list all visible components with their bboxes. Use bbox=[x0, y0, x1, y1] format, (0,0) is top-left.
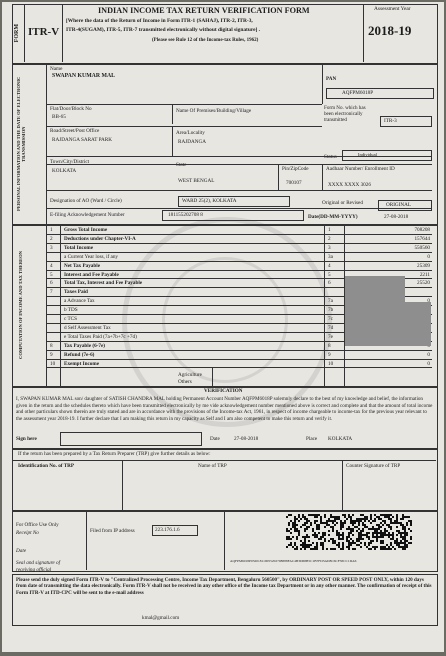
redacted-block-small bbox=[405, 302, 431, 346]
form-subtitle-3: (Please see Rule 12 of the Income-tax Rules, 1962) bbox=[152, 38, 259, 43]
row-label: Total Tax, Interest and Fee Payable bbox=[64, 280, 143, 287]
row-number: 3 bbox=[50, 244, 53, 251]
ack-value: 181155202708 8 bbox=[168, 212, 203, 218]
row-divider bbox=[46, 359, 432, 360]
status-value: Individual bbox=[358, 152, 377, 157]
verify-date-value: 27-08-2018 bbox=[234, 436, 259, 442]
sign-label: Sign here bbox=[16, 436, 37, 442]
row-divider bbox=[46, 234, 432, 235]
itr-v-form bbox=[2, 2, 444, 652]
trp-box bbox=[12, 448, 438, 512]
qr-barcode bbox=[286, 514, 412, 550]
ao-value: WARD 25(2), KOLKATA bbox=[182, 198, 237, 204]
ack-label: E-filing Acknowledgement Number bbox=[50, 212, 125, 218]
aadhaar-value: XXXX XXXX 3026 bbox=[328, 182, 371, 188]
footer-text: Please send the duly signed Form ITR-V to "Centralized Processing Centre, Income Tax Department, Bengaluru 560500", by ORDINARY POST OR SPEED POST ONLY, within 120 days from date of transmitting the data electronically. Form ITR-V shall not be received in any other office of the Income tax Department or in any other manner. The confirmation of receipt of this Form ITR-V at ITD-CPC will be sent to the e-mail address bbox=[16, 577, 432, 596]
row-code: 2 bbox=[328, 235, 331, 242]
ip-label: Filed from IP address bbox=[90, 528, 135, 534]
town-label: Town/City/District bbox=[50, 159, 90, 165]
signature-box[interactable] bbox=[60, 432, 202, 446]
town-value: KOLKATA bbox=[52, 168, 77, 174]
pan-value: AQFPM6018P bbox=[342, 90, 374, 96]
agriculture-label: Agriculture bbox=[178, 372, 202, 378]
row-label: Taxes Paid bbox=[64, 289, 88, 296]
row-value: 157644 bbox=[414, 235, 430, 242]
row-value: 0 bbox=[427, 253, 430, 260]
row-code: 6 bbox=[328, 280, 331, 287]
verification-text: I, SWAPAN KUMAR MAL son/ daughter of SATISH CHANDRA MAL holding Permanent Account Number AQFPM6018P solemnly declare to the best of my knowledge and belief, the information given in the return and the schedules thereto which have been transmitted electronically by me vide acknowledgement number mentioned above is correct and complete and that the amount of total income and other particulars shown therein are truly stated and are in accordance with the provisions of the Income-tax Act, 1961, in respect of income chargeable to income-tax for the previous year relevant to the assessment year 2018-19. I further declare that I am making this return in my capacity as Self and I am also competent to make this return and verify it. bbox=[16, 396, 433, 422]
row-divider bbox=[46, 350, 432, 351]
row-value: 0 bbox=[427, 351, 430, 358]
office-date-label: Date bbox=[16, 548, 27, 554]
personal-side-label: PERSONAL INFORMATION AND THE DATE OF ELECTRONIC TRANSMISSION bbox=[16, 76, 27, 212]
row-code: 9 bbox=[328, 351, 331, 358]
form-no-value: ITR-3 bbox=[384, 118, 397, 124]
verify-date-label: Date bbox=[210, 436, 220, 442]
row-divider bbox=[46, 261, 432, 262]
others-label: Others bbox=[178, 379, 192, 385]
seal-label-1: Seal and signature of bbox=[16, 560, 61, 566]
area-value: RAJDANGA bbox=[178, 139, 206, 145]
row-label: c TCS bbox=[64, 316, 78, 322]
row-label: Deductions under Chapter-VI-A bbox=[64, 235, 136, 242]
seal-label-2: receiving official bbox=[16, 567, 52, 573]
row-number: 8 bbox=[50, 342, 53, 349]
trp-sig-label: Counter Signature of TRP bbox=[346, 463, 401, 469]
verification-title: VERIFICATION bbox=[204, 388, 243, 394]
footer-email: kmal@gmail.com bbox=[142, 615, 180, 621]
row-code: 7c bbox=[328, 316, 333, 322]
row-label: Tax Payable (6-7e) bbox=[64, 342, 106, 349]
name-value: SWAPAN KUMAR MAL bbox=[52, 73, 116, 79]
row-number: 5 bbox=[50, 271, 53, 278]
row-code: 3a bbox=[328, 253, 333, 260]
form-side-label: FORM bbox=[14, 24, 20, 43]
row-number: 6 bbox=[50, 280, 53, 287]
premises-label: Name Of Premises/Building/Village bbox=[176, 108, 252, 114]
row-code: 7b bbox=[328, 307, 334, 314]
row-value: 2211 bbox=[419, 271, 430, 278]
receipt-label: Receipt No bbox=[16, 530, 39, 536]
ao-label: Designation of AO (Ward / Circle) bbox=[50, 198, 122, 204]
row-code: 7d bbox=[328, 324, 334, 331]
efile-date-label: Date(DD-MM-YYYY) bbox=[308, 214, 358, 220]
barcode-text: AQFPM6018P032018119055202708888FAC4B3D68B5C1B7FD3AD8C6CF58CC1DA6 bbox=[230, 559, 357, 563]
place-value: KOLKATA bbox=[328, 436, 353, 442]
row-label: Refund (7e-6) bbox=[64, 351, 95, 358]
row-label: Total Income bbox=[64, 244, 94, 251]
row-number: 1 bbox=[50, 227, 53, 233]
row-divider bbox=[46, 243, 432, 244]
row-code: 10 bbox=[328, 360, 334, 367]
trp-id-label: Identification No. of TRP bbox=[18, 463, 75, 469]
row-value: 25309 bbox=[417, 262, 430, 269]
row-code: 1 bbox=[328, 227, 331, 233]
row-label: d Self Assessment Tax bbox=[64, 324, 111, 331]
row-value: 0 bbox=[427, 360, 430, 367]
row-number: 7 bbox=[50, 289, 53, 296]
place-label: Place bbox=[306, 436, 318, 442]
row-label: Interest and Fee Payable bbox=[64, 271, 119, 278]
row-number: 2 bbox=[50, 235, 53, 242]
name-label: Name bbox=[50, 66, 63, 72]
pin-value: 700107 bbox=[286, 180, 302, 186]
orig-label: Original or Revised bbox=[322, 200, 363, 206]
row-code: 5 bbox=[328, 271, 331, 278]
form-subtitle-1: [Where the data of the Return of Income in Form ITR-1 (SAHAJ), ITR-2, ITR-3, bbox=[66, 18, 253, 24]
row-value: 550560 bbox=[414, 244, 430, 251]
row-label: Gross Total Income bbox=[64, 227, 108, 233]
flat-label: Flat/Door/Block No bbox=[50, 106, 92, 112]
form-subtitle-2: ITR-4(SUGAM), ITR-5, ITR-7 transmitted electronically without digital signature] . bbox=[66, 27, 261, 33]
row-code: 7a bbox=[328, 298, 333, 305]
pan-label: PAN bbox=[326, 76, 337, 82]
trp-name-label: Name of TRP bbox=[198, 463, 227, 469]
row-code: 3 bbox=[328, 244, 331, 251]
aadhaar-label: Aadhaar Number/ Enrollment ID bbox=[326, 166, 395, 172]
status-label: Status bbox=[324, 154, 337, 160]
form-no-label: Form No. which has been electronically transmitted bbox=[324, 105, 366, 123]
road-label: Road/Street/Post Office bbox=[50, 128, 100, 134]
row-label: a Advance Tax bbox=[64, 298, 95, 305]
row-label: Net Tax Payable bbox=[64, 262, 101, 269]
state-label: State bbox=[176, 162, 187, 168]
road-value: RAJDANGA SARAT PARK bbox=[52, 137, 112, 143]
redacted-block bbox=[345, 276, 405, 346]
assessment-year-label: Assessment Year bbox=[374, 6, 411, 12]
row-divider bbox=[46, 367, 432, 368]
row-number: 9 bbox=[50, 351, 53, 358]
ip-value: 223.176.1.6 bbox=[155, 527, 180, 533]
row-value: 25520 bbox=[417, 280, 430, 287]
row-divider bbox=[46, 252, 432, 253]
row-label: e Total Taxes Paid (7a+7b+7c +7d) bbox=[64, 333, 137, 340]
row-label: Exempt Income bbox=[64, 360, 100, 367]
row-number: 4 bbox=[50, 262, 53, 269]
area-label: Area/Locality bbox=[176, 130, 205, 136]
row-code: 8 bbox=[328, 342, 331, 349]
row-label: b TDS bbox=[64, 307, 78, 314]
form-title: INDIAN INCOME TAX RETURN VERIFICATION FORM bbox=[98, 6, 310, 15]
flat-value: BB-65 bbox=[52, 114, 66, 120]
row-value: 708208 bbox=[414, 227, 430, 233]
row-number: 10 bbox=[50, 360, 56, 367]
trp-intro: If the return has been prepared by a Tax Return Preparer (TRP) give further details as below: bbox=[18, 451, 211, 457]
efile-date-value: 27-08-2018 bbox=[384, 214, 409, 220]
computation-side-label: COMPUTATION OF INCOME AND TAX THEREON bbox=[18, 251, 23, 360]
row-divider bbox=[46, 270, 432, 271]
form-name: ITR-V bbox=[28, 26, 60, 38]
row-label: a Current Year loss, if any bbox=[64, 253, 119, 260]
orig-value: ORIGINAL bbox=[386, 202, 412, 208]
pin-label: Pin/ZipCode bbox=[282, 166, 309, 172]
assessment-year: 2018-19 bbox=[368, 23, 412, 38]
state-value: WEST BENGAL bbox=[178, 178, 215, 184]
row-code: 4 bbox=[328, 262, 331, 269]
office-label: For Office Use Only bbox=[16, 522, 59, 528]
row-code: 7e bbox=[328, 333, 333, 340]
